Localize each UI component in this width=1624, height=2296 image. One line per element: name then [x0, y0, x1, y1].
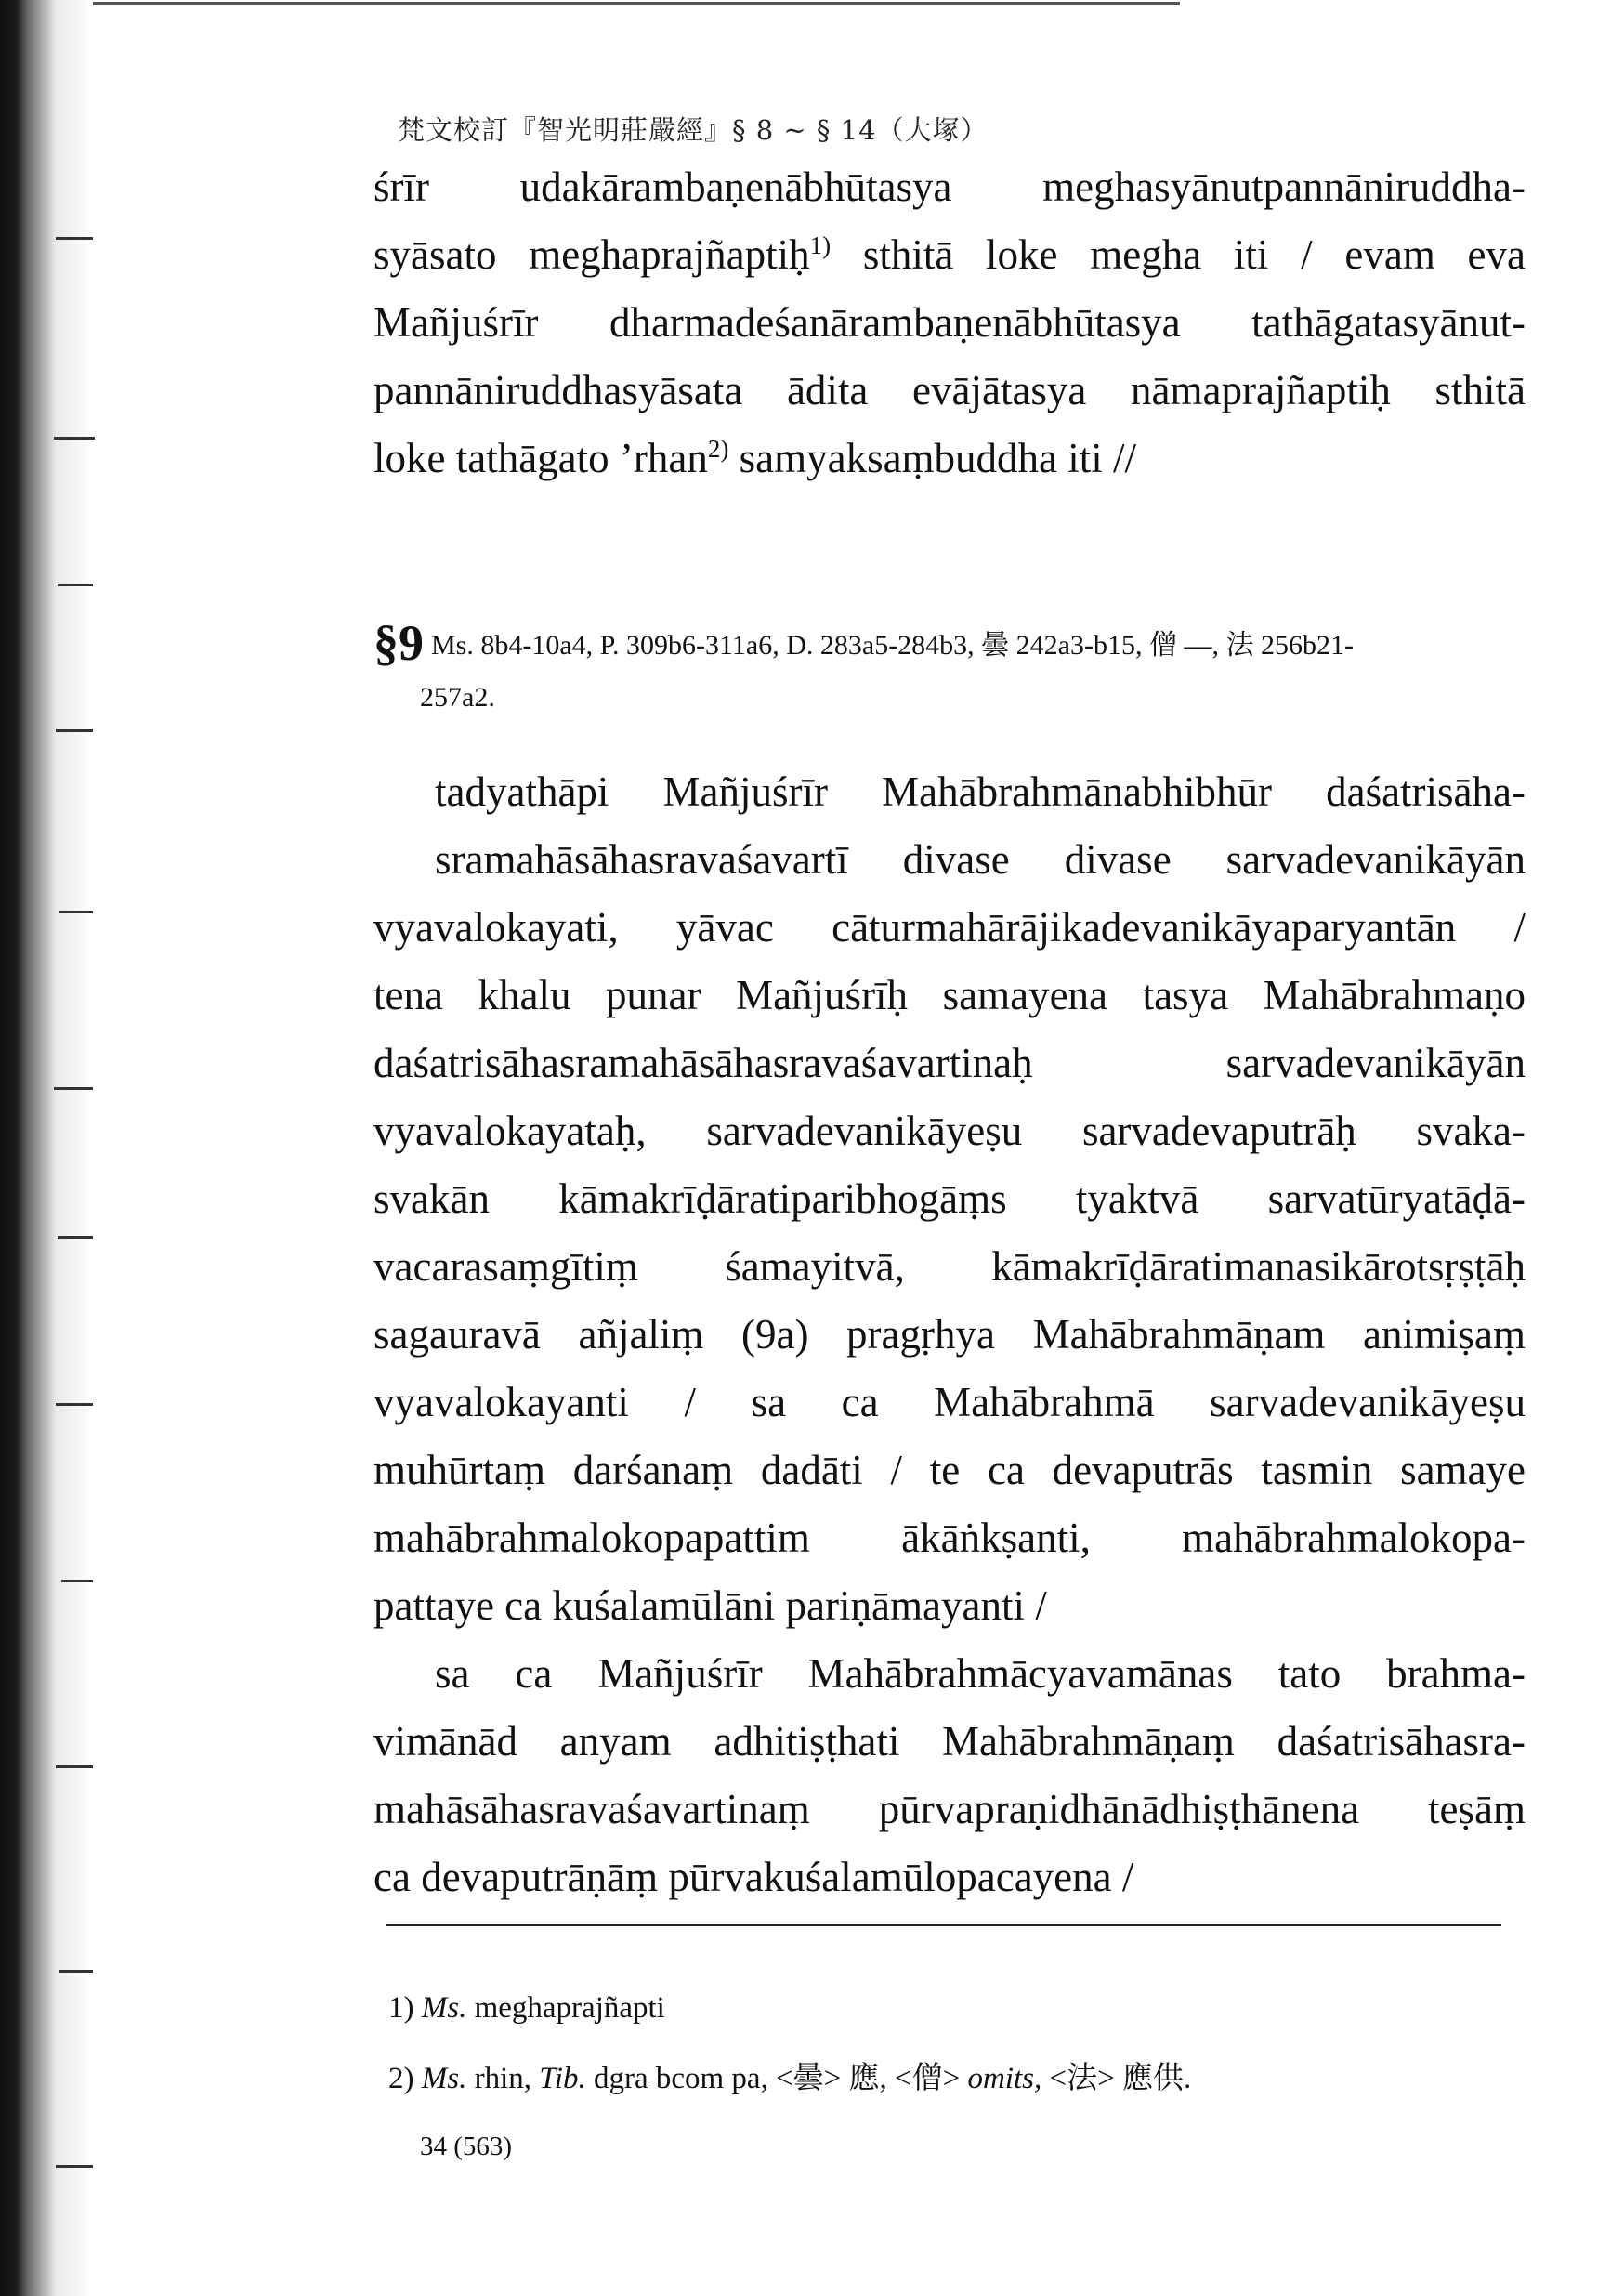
footnote-separator: [386, 1924, 1501, 1926]
section-number: §9: [373, 615, 424, 671]
running-header: 梵文校訂『智光明莊嚴經』§ 8 ~ § 14（大塚）: [398, 114, 989, 146]
section-9-heading: [373, 617, 1526, 724]
text-line: mahāsāhasravaśavartinaṃ pūrvapraṇidhānādhiṣṭhānena teṣāṃ: [373, 1786, 1526, 1832]
text-line: vacarasaṃgītiṃ śamayitvā, kāmakrīḍāratimanasikārotsṛṣṭāḥ: [373, 1243, 1526, 1290]
paragraph-2: [373, 758, 1526, 1640]
paragraph-3: [373, 1640, 1526, 1911]
text-line: sramahāsāhasravaśavartī divase divase sarvadevanikāyān: [435, 836, 1526, 883]
footnotes: [388, 1979, 1540, 2120]
scan-binding-edge: [0, 0, 93, 2296]
text-line: sa ca Mañjuśrīr Mahābrahmācyavamānas tato brahma-: [435, 1650, 1526, 1697]
footnote-2: 2) Ms. rhin, Tib. dgra bcom pa, <曇> 應, <僧> omits, <法> 應供.: [388, 2062, 1192, 2095]
text-line: muhūrtaṃ darśanaṃ dadāti / te ca devaputrās tasmin samaye: [373, 1447, 1526, 1493]
paragraph-1: [373, 153, 1526, 492]
text-line: śrīr udakārambaṇenābhūtasya meghasyānutpannāniruddha-: [373, 164, 1526, 210]
text-line: daśatrisāhasramahāsāhasravaśavartinaḥ sarvadevanikāyān: [373, 1040, 1526, 1086]
text-line: vimānād anyam adhitiṣṭhati Mahābrahmāṇaṃ daśatrisāhasra-: [373, 1718, 1526, 1765]
page-number: 34 (563): [420, 2132, 513, 2161]
section-references-cont: 257a2.: [420, 682, 495, 713]
text-line: vyavalokayataḥ, sarvadevanikāyeṣu sarvadevaputrāḥ svaka-: [373, 1108, 1526, 1154]
footnote-ref-2[interactable]: 2): [707, 435, 729, 463]
text-line: tena khalu punar Mañjuśrīḥ samayena tasya Mahābrahmaṇo: [373, 972, 1526, 1018]
text-line: loke tathāgato ’rhan$^{2)}$ samyaksaṃbuddha iti //: [373, 435, 1137, 481]
text-line: Mañjuśrīr dharmadeśanārambaṇenābhūtasya tathāgatasyānut-: [373, 299, 1526, 346]
footnote-ref-1[interactable]: 1): [809, 231, 832, 259]
text-line: svakān kāmakrīḍāratiparibhogāṃs tyaktvā sarvatūryatāḍā-: [373, 1175, 1526, 1222]
text-line: vyavalokayanti / sa ca Mahābrahmā sarvadevanikāyeṣu: [373, 1379, 1526, 1425]
text-line: syāsato meghaprajñaptiḥ$^{1)}$ sthitā loke megha iti / evam eva: [373, 231, 1526, 278]
text-line: pannāniruddhasyāsata ādita evājātasya nāmaprajñaptiḥ sthitā: [373, 367, 1526, 413]
footnote-1: 1) Ms. meghaprajñapti: [388, 1991, 665, 2025]
section-references: Ms. 8b4-10a4, P. 309b6-311a6, D. 283a5-284b3, 曇 242a3-b15, 僧 —, 法 256b21-: [431, 630, 1354, 661]
text-line: mahābrahmalokopapattim ākāṅkṣanti, mahābrahmalokopa-: [373, 1515, 1526, 1561]
scan-top-edge: [93, 2, 1180, 5]
text-line: pattaye ca kuśalamūlāni pariṇāmayanti /: [373, 1582, 1047, 1629]
text-line: sagauravā añjaliṃ (9a) pragṛhya Mahābrahmāṇam animiṣaṃ: [373, 1311, 1526, 1358]
text-line: ca devaputrāṇāṃ pūrvakuśalamūlopacayena /: [373, 1854, 1134, 1900]
text-line: tadyathāpi Mañjuśrīr Mahābrahmānabhibhūr daśatrisāha-: [435, 768, 1526, 815]
text-line: vyavalokayati, yāvac cāturmahārājikadevanikāyaparyantān /: [373, 904, 1526, 951]
